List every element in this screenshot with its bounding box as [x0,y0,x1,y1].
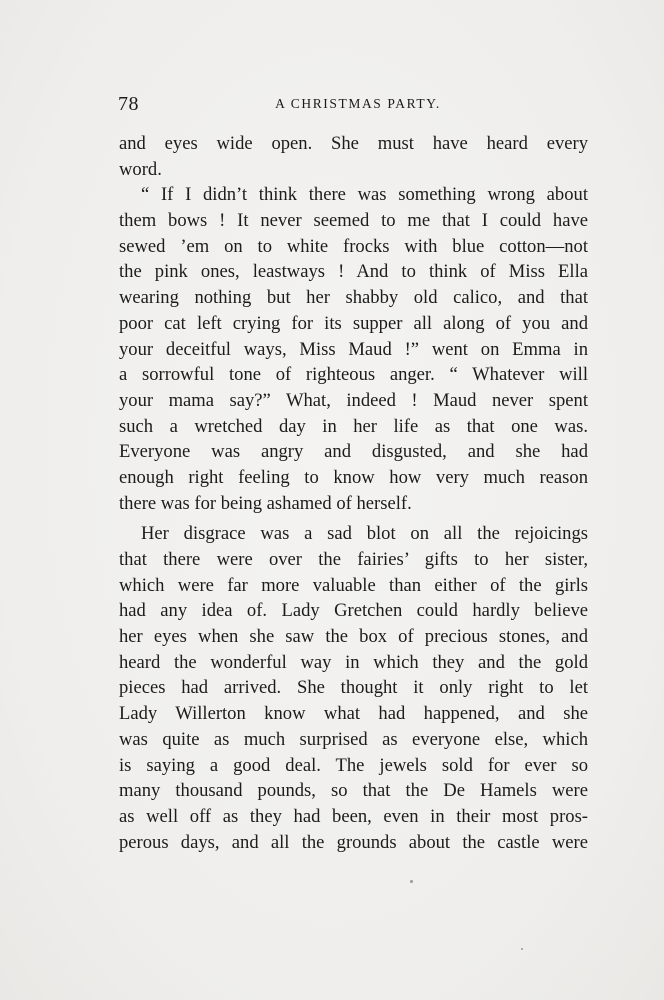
text-line: a sorrowful tone of righteous anger. “ Whatever will [119,364,588,386]
text-line: is saying a good deal. The jewels sold for ever so [119,754,588,776]
text-line: which were far more valuable than either of the girls [119,574,588,596]
text-line: Everyone was angry and disgusted, and she had [119,441,588,463]
running-title: A CHRISTMAS PARTY. [275,96,441,111]
text-line: your deceitful ways, Miss Maud !” went on Emma in [119,338,588,360]
text-line: heard the wonderful way in which they and the gold [119,651,588,673]
text-line: was quite as much surprised as everyone else, which [119,728,588,750]
text-line: that there were over the fairies’ gifts to her sister, [119,549,588,570]
text-line: and eyes wide open. She must have heard every [119,133,588,154]
text-line: poor cat left crying for its supper all along of you and [119,312,588,334]
text-line: your mama say?” What, indeed ! Maud never spent [119,389,588,411]
body-text [119,131,588,855]
text-line: Her disgrace was a sad blot on all the rejoicings [141,523,588,545]
text-line: sewed ’em on to white frocks with blue cotton—not [119,235,588,257]
text-line: Lady Willerton know what had happened, and she [119,703,588,725]
text-line: pieces had arrived. She thought it only right to let [119,677,588,699]
page-header [118,92,588,116]
text-line: there was for being ashamed of herself. [119,492,412,514]
text-line: them bows ! It never seemed to me that I could have [119,210,588,232]
text-line: perous days, and all the grounds about the castle were [119,831,588,853]
page-number: 78 [118,93,139,115]
text-line: “ If I didn’t think there was something wrong about [141,184,588,206]
text-line: wearing nothing but her shabby old calico, and that [119,287,588,309]
paper-speck [521,948,523,950]
text-line: enough right feeling to know how very much reason [119,466,588,488]
text-line: such a wretched day in her life as that one was. [119,415,588,437]
paper-speck [410,880,413,883]
text-line: as well off as they had been, even in their most pros- [119,805,588,827]
text-line: the pink ones, leastways ! And to think of Miss Ella [119,261,588,283]
text-line: had any idea of. Lady Gretchen could hardly believe [119,600,588,622]
text-line: her eyes when she saw the box of precious stones, and [119,626,588,648]
text-line: many thousand pounds, so that the De Hamels were [119,780,588,802]
text-line: word. [119,158,162,180]
